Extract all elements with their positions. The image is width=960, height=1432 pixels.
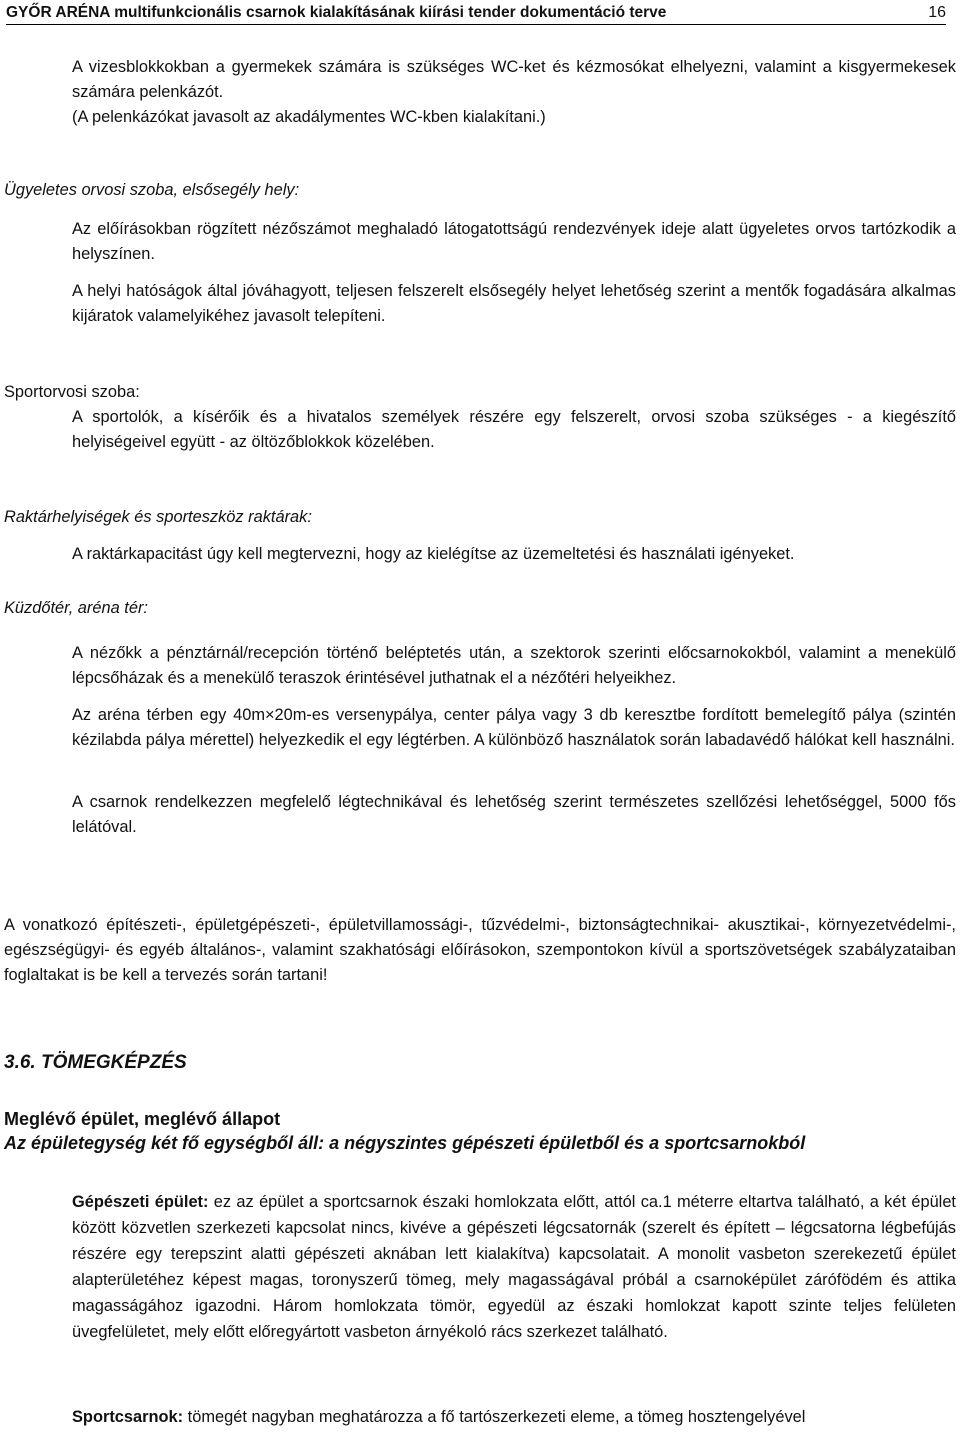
arena-paragraph-3: A csarnok rendelkezzen megfelelő légtechnikával és lehetőség szerint természetes szellőzési lehetőséggel, 5000 fős lelátóval. xyxy=(72,793,956,836)
page-number: 16 xyxy=(928,4,946,21)
medic-heading: Ügyeletes orvosi szoba, elsősegély hely: xyxy=(4,181,300,199)
arena-paragraph-2: Az aréna térben egy 40m×20m-es versenypálya, center pálya vagy 3 db keresztbe fordított bemelegítő pálya (szintén kézilabda pálya mérettel) helyezkedik el egy légtérben. A különböző használatok során labadavédő hálókat kell használni. xyxy=(72,706,956,749)
section-heading xyxy=(4,1050,956,1075)
wc-note: (A pelenkázókat javasolt az akadálymentes WC-kben kialakítani.) xyxy=(72,108,546,126)
existing-heading: Meglévő épület, meglévő állapot xyxy=(4,1109,281,1129)
mechanical-building-text: ez az épület a sportcsarnok északi homlokzata előtt, attól ca.1 méterre eltartva található, a két épület között közvetlen szerkezeti kapcsolat nincs, kivéve a gépészeti légcsatornák (szerelt és épített – légcsatorna légbefújás részére egy terepszint alatti gépészeti aknában lett kialakítva) kapcsolatait. A monolit vasbeton szerekezetű épület alapterületéhez képest magas, toronyszerű tömeg, mely magasságával próbál a csarnoképület zárófödém és attika magasságához igazodni. Három homlokzata tömör, egyedül az északi homlokzat kapott szinte teljes felületen üvegfelületet, mely előtt előregyártott vasbeton árnyékoló rács szerkezet található. xyxy=(72,1193,956,1341)
sports-hall-paragraph xyxy=(72,1405,956,1430)
sports-hall-label: Sportcsarnok: xyxy=(72,1408,184,1426)
sport-heading: Sportorvosi szoba: xyxy=(4,383,140,401)
mechanical-building-label: Gépészeti épület: xyxy=(72,1193,209,1211)
sports-hall-text: tömegét nagyban meghatározza a fő tartószerkezeti eleme, a tömeg hosztengelyével xyxy=(183,1408,806,1426)
regulations-paragraph: A vonatkozó építészeti-, épületgépészeti-, épületvillamossági-, tűzvédelmi-, biztonságtechnikai- akusztikai-, környezetvédelmi-, egészségügyi- és egyéb általános-, valamint szakhatósági előírásokon, szempontokon kívül a sportszövetségek szabályzataiban foglaltakat is be kell a tervezés során tartani! xyxy=(4,916,956,984)
section-title: TÖMEGKÉPZÉS xyxy=(40,1052,187,1073)
sport-paragraph: A sportolók, a kísérőik és a hivatalos személyek részére egy felszerelt, orvosi szoba szükséges - a kiegészítő helyiségeivel együtt - az öltözőblokkok közelében. xyxy=(72,408,956,451)
section-number: 3.6. xyxy=(4,1052,36,1073)
page-header xyxy=(6,2,946,25)
document-title: GYŐR ARÉNA multifunkcionális csarnok kialakításának kiírási tender dokumentáció terve xyxy=(6,4,667,21)
wc-paragraph: A vizesblokkokban a gyermekek számára is szükséges WC-ket és kézmosókat elhelyezni, valamint a kisgyermekesek számára pelenkázót. xyxy=(72,58,956,101)
medic-paragraph-1: Az előírásokban rögzített nézőszámot meghaladó látogatottságú rendezvények ideje alatt ügyeletes orvos tartózkodik a helyszínen. xyxy=(72,220,956,263)
medic-paragraph-2: A helyi hatóságok által jóváhagyott, teljesen felszerelt elsősegély helyet lehetőség szerint a mentők fogadására alkalmas kijáratok valamelyikéhez javasolt telepíteni. xyxy=(72,282,956,325)
arena-heading: Küzdőtér, aréna tér: xyxy=(4,599,148,617)
arena-paragraph-1: A nézőkk a pénztárnál/recepción történő beléptetés után, a szektorok szerinti előcsarnokokból, valamint a menekülő lépcsőházak és a menekülő teraszok érintésével juthatnak el a nézőtéri helyeikhez. xyxy=(72,644,956,687)
storage-paragraph: A raktárkapacitást úgy kell megtervezni, hogy az kielégítse az üzemeltetési és használati igényeket. xyxy=(72,545,795,563)
existing-subheading: Az épületegység két fő egységből áll: a négyszintes gépészeti épületből és a sportcsarnokból xyxy=(4,1133,806,1153)
storage-heading: Raktárhelyiségek és sporteszköz raktárak: xyxy=(4,508,312,526)
mechanical-building-paragraph xyxy=(72,1189,956,1345)
